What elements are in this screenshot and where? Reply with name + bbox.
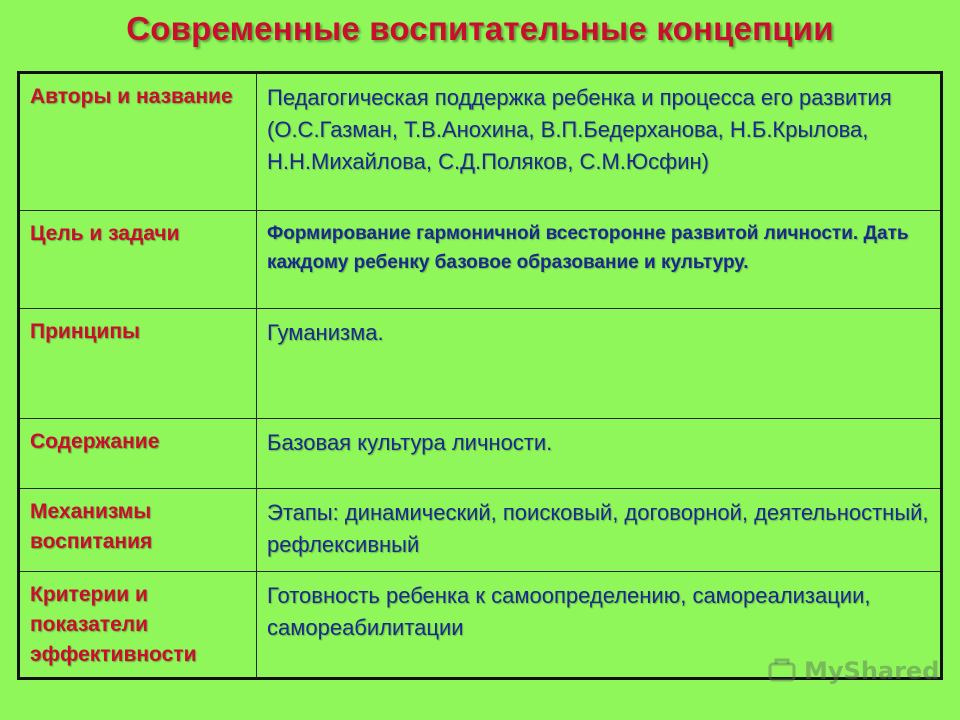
table-row <box>19 419 942 489</box>
table-row <box>19 489 942 572</box>
row-value-mechanisms: Этапы: динамический, поисковый, договорной, деятельностный, рефлексивный <box>257 489 942 572</box>
watermark <box>768 657 939 685</box>
row-value-criteria: Готовность ребенка к самоопределению, самореализации, самореабилитации <box>257 572 942 679</box>
row-label-content: Содержание <box>19 419 257 489</box>
table-row <box>19 73 942 211</box>
watermark-logo-icon <box>768 658 798 684</box>
row-label-principles: Принципы <box>19 309 257 419</box>
concept-table <box>17 71 943 680</box>
row-value-authors: Педагогическая поддержка ребенка и процесса его развития (О.С.Газман, Т.В.Анохина, В.П.Бедерханова, Н.Б.Крылова, Н.Н.Михайлова, С.Д.Поляков, С.М.Юсфин) <box>257 73 942 211</box>
row-label-criteria: Критерии и показатели эффективности <box>19 572 257 679</box>
row-value-content: Базовая культура личности. <box>257 419 942 489</box>
table-row <box>19 211 942 309</box>
page-title: Современные воспитательные концепции <box>126 10 834 47</box>
table-row <box>19 309 942 419</box>
watermark-text: MyShared <box>804 657 940 685</box>
row-label-goals: Цель и задачи <box>19 211 257 309</box>
row-label-mechanisms: Механизмы воспитания <box>19 489 257 572</box>
row-label-authors: Авторы и название <box>19 73 257 211</box>
row-value-principles: Гуманизма. <box>257 309 942 419</box>
row-value-goals: Формирование гармоничной всесторонне развитой личности. Дать каждому ребенку базовое образование и культуру. <box>257 211 942 309</box>
